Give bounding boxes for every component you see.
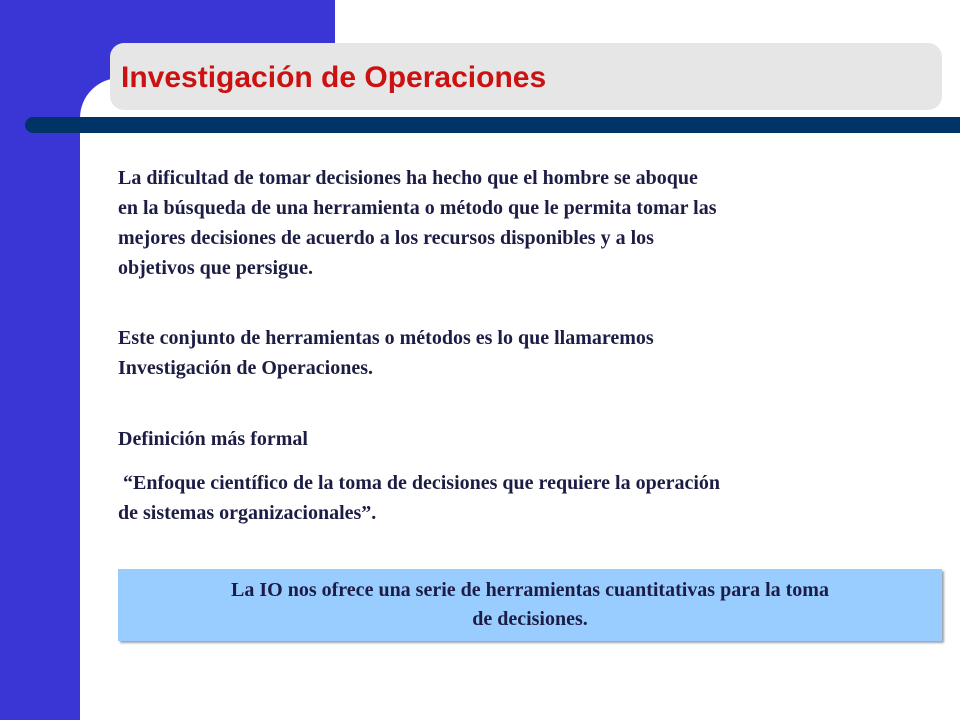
intro-paragraph: [118, 163, 717, 283]
summary-callout: [118, 569, 942, 641]
intro-line: mejores decisiones de acuerdo a los recursos disponibles y a los: [118, 227, 654, 249]
naming-paragraph: [118, 323, 654, 383]
definition-quote: [118, 468, 720, 528]
intro-line: objetivos que persigue.: [118, 257, 313, 279]
callout-line: La IO nos ofrece una serie de herramientas cuantitativas para la toma: [231, 579, 829, 601]
intro-line: en la búsqueda de una herramienta o método que le permita tomar las: [118, 197, 717, 219]
left-sidebar-bar: [0, 0, 80, 720]
naming-line: Este conjunto de herramientas o métodos es lo que llamaremos: [118, 327, 654, 349]
quote-line: “Enfoque científico de la toma de decisiones que requiere la operación: [118, 472, 721, 494]
definition-heading: Definición más formal: [118, 428, 308, 450]
intro-line: La dificultad de tomar decisiones ha hecho que el hombre se aboque: [118, 167, 698, 189]
naming-line: Investigación de Operaciones.: [118, 357, 373, 379]
title-underline-rule: [25, 117, 960, 133]
slide-title: Investigación de Operaciones: [121, 61, 547, 94]
callout-line: de decisiones.: [472, 608, 588, 630]
quote-line: de sistemas organizacionales”.: [118, 502, 377, 524]
